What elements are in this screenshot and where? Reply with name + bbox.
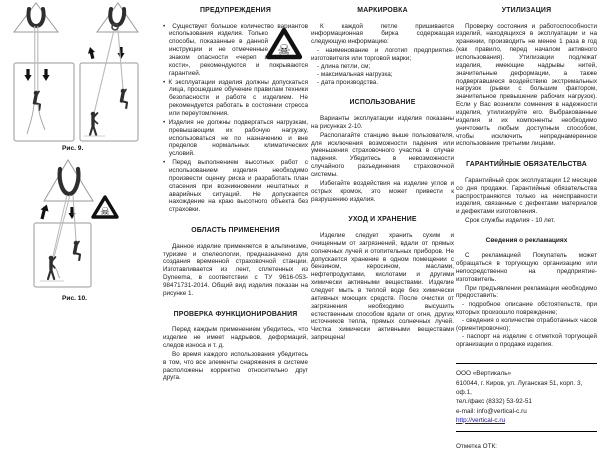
- svg-text:☠: ☠: [100, 205, 110, 218]
- function-check-title: ПРОВЕРКА ФУНКЦИОНИРОВАНИЯ: [173, 310, 298, 318]
- marking-intro: К каждой петле пришивается информационная бирка содержащая следующую информацию:: [311, 22, 454, 46]
- warranty-paragraph: Гарантийный срок эксплуатации 12 месяцев со дня продажи. Гарантийные обязательства распространяются только на неисправности изделия, связанные с дефектами материалов и дефектами изготовления.: [456, 176, 597, 216]
- care-title: УХОД И ХРАНЕНИЕ: [348, 216, 417, 224]
- application-body: Данное изделие применяется в альпинизме, туризме и спелеологии, предназначено для создания временной страховочной станции. Изготавливается из лент, сплетенных из Dyneema, в соответствии с ТУ 9616-053-98471731-2014. Общий вид изделия показан на рисунке 1.: [163, 242, 308, 297]
- warranty-title: ГАРАНТИЙНЫЕ ОБЯЗАТЕЛЬСТВА: [466, 161, 587, 169]
- warnings-title: ПРЕДУПРЕЖДЕНИЯ: [200, 7, 271, 14]
- marking-item: - длина петли, см;: [317, 62, 371, 70]
- claims-item: - подробное описание обстоятельств, при которых произошло повреждение;: [456, 301, 597, 317]
- disposal-title: УТИЛИЗАЦИЯ: [501, 7, 552, 14]
- usage-title: ИСПОЛЬЗОВАНИЕ: [349, 99, 416, 107]
- marking-item: - максимальная нагрузка;: [317, 70, 393, 78]
- company-address: 610044, г. Киров, ул. Луганская 51, корп. 3, оф.1,: [456, 379, 583, 396]
- up-arrow-icon: [87, 46, 97, 59]
- figure-9-caption: Рис. 9.: [62, 145, 84, 152]
- figure-10-panel: [34, 223, 91, 287]
- warning-text: Существует большое количество вариантов использования изделия. Только способы, показанные в данной инструкции и не отмеченные знаком опасности «череп и кости», рекомендуются и покрываются гарантией.: [169, 22, 309, 77]
- warning-item: • К эксплуатации изделия должны допускаться лица, прошедшие обучение правилам техники безопасности и работе с изделием. Не рекомендуется работать в состоянии стресса или переутомления.: [163, 79, 308, 118]
- company-phone: тел./факс (8332) 53-92-51: [456, 398, 532, 406]
- illustrations-column: [0, 0, 160, 421]
- function-check-paragraph: Во время каждого использования убедитесь в том, что все элементы снаряжения в системе расположены корректно относительно друг друга.: [163, 350, 308, 382]
- figure-10-illustration: [4, 157, 156, 293]
- down-arrow-icon: [117, 47, 124, 59]
- figure-10-caption: Рис. 10.: [62, 295, 87, 302]
- usage-paragraph: Варианты эксплуатации изделия показаны на рисунках 2-10.: [311, 115, 454, 130]
- warranty-paragraph: Срок службы изделия - 10 лет.: [465, 217, 556, 225]
- claims-title: Сведения о рекламациях: [485, 237, 568, 245]
- svg-text:☠: • ☠: [277, 42, 291, 59]
- figure-9-illustration: [4, 1, 156, 145]
- manufacturer-contact-block: [456, 369, 597, 425]
- danger-skull-icon: [93, 197, 117, 218]
- company-name: ООО «Вертикаль»: [456, 370, 512, 378]
- danger-skull-icon: [272, 27, 308, 60]
- care-body: Изделие следует хранить сухим и очищенным от загрязнений, вдали от прямых солнечных лучей и отопительных приборов. Не допускается хранение в одном помещении с бензином, керосином, маслами, нефтепродуктами, кислотами и другими химически активными веществами. Изделие следует мыть в теплой воде без химически активных моющих средств. После очистки от загрязнения необходимо высушить естественным способом вдали от огня, других источников тепла, прямых солнечных лучей. Чистка химически активными веществами запрещена!: [311, 232, 454, 342]
- website-link[interactable]: http://vertical-c.ru: [456, 416, 506, 424]
- usage-paragraph: Избегайте воздействия на изделие углов и острых кромок, это может привести к разрушению изделия.: [311, 179, 454, 203]
- figure-9-left-panel: [14, 63, 74, 141]
- claims-item: - паспорт на изделие с отметкой торгующей организации о продаже изделия.: [456, 332, 597, 348]
- usage-paragraph: Располагайте станцию выше пользователя, для исключения возможности падения или уменьшения страховочного участка в случае падения. Убедитесь в невозможности случайного разъединения страховочной системы.: [311, 131, 454, 179]
- divider-line: [456, 431, 597, 432]
- warning-item: • Изделия не должны подвергаться нагрузкам, превышающим их рабочую нагрузку, использоваться не по назначению и вне пределов нормальных климатических условий.: [163, 119, 308, 158]
- disposal-warranty-column: [456, 0, 597, 452]
- divider-line: [456, 363, 597, 364]
- figure-9-right-panel: [80, 63, 138, 141]
- warning-item: [163, 23, 308, 78]
- otk-stamp-label: Отметка ОТК:: [456, 443, 497, 451]
- claims-paragraph: С рекламацией Покупатель может обращаться в торгующую организацию или непосредственно на предприятие-изготовитель.: [456, 252, 597, 283]
- marking-title: МАРКИРОВКА: [357, 7, 408, 14]
- anchor-sling-icon: [14, 3, 58, 32]
- warnings-list: [163, 23, 308, 215]
- marking-item: - наименование и логотип предприятия-изготовителя или торговой марки;: [311, 47, 454, 62]
- function-check-paragraph: Перед каждым применением убедитесь, что изделие не имеет надрывов, деформаций, следов износа и т. д.: [163, 326, 308, 350]
- anchor-sling-icon: [44, 160, 93, 201]
- disposal-body: Проверку состояния и работоспособности изделий, находящихся в эксплуатации и на хранении, производить не менее 1 раза в год (как правило, перед началом активного использования). Утилизации подлежат изделия, имеющие надрывы нитей, значительные деформации, а также подвергавшиеся воздействию экстремальных нагрузок (рывки с большим фактором, значительное превышение рабочих нагрузок). Если у Вас возникли сомнения в надежности изделия, утилизируйте его. Выбракованные изделия и их компоненты необходимо уничтожить любым доступным способом, чтобы исключить непреднамеренное использование третьими лицами.: [456, 22, 597, 148]
- anchor-sling-carabiner-icon: [97, 3, 138, 32]
- claims-paragraph: При предъявлении рекламации необходимо предоставить:: [456, 284, 597, 300]
- up-arrow-icon: [41, 205, 49, 212]
- application-title: ОБЛАСТЬ ПРИМЕНЕНИЯ: [191, 227, 280, 235]
- claims-item: - сведения о количестве отработанных часов (ориентировочно);: [456, 316, 597, 332]
- marking-usage-column: [311, 0, 454, 343]
- company-email: e-mail: info@vertical-c.ru: [456, 407, 527, 415]
- warnings-column: [163, 0, 308, 383]
- marking-item: - дата производства.: [317, 78, 379, 86]
- warning-item: • Перед выполнением высотных работ с использованием изделия необходимо произвести оценку риска и разработать план спасения при возникновении нештатных и аварийных ситуаций. Не допускается нахождение на краю высотного объекта без страховки.: [163, 159, 308, 214]
